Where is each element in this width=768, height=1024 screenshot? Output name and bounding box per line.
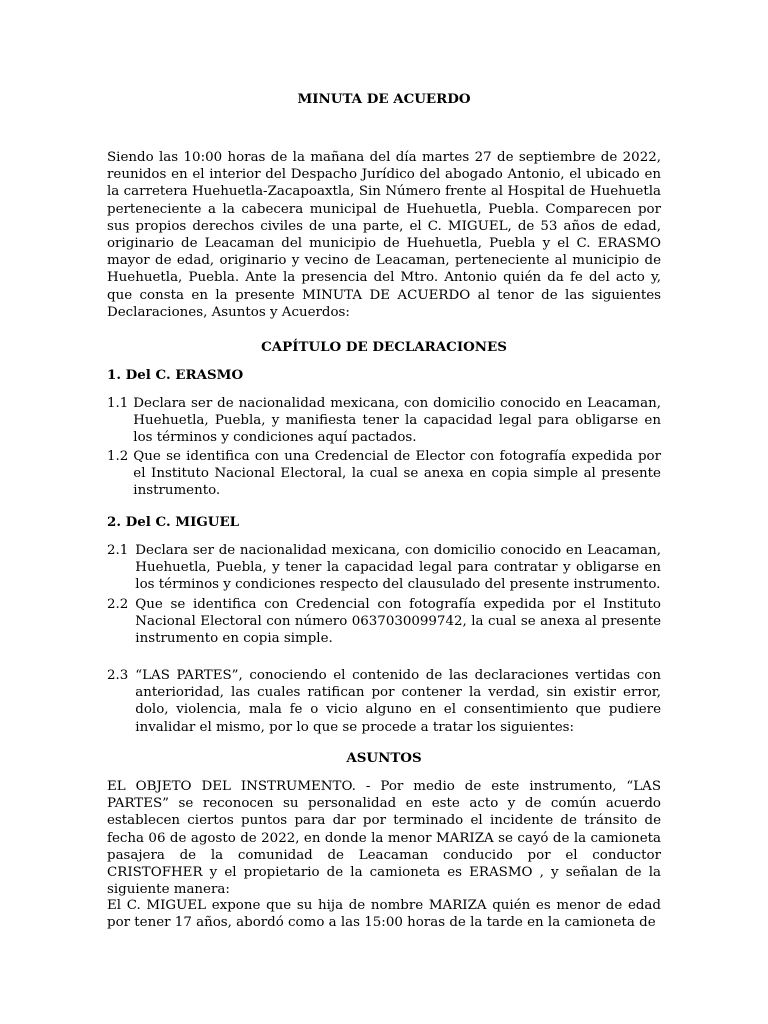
declaration-item	[107, 448, 661, 500]
declaration-item	[107, 596, 661, 648]
declaration-item	[107, 542, 661, 594]
item-number: 1.1	[107, 396, 129, 411]
item-text: Declara ser de nacionalidad mexicana, con domicilio conocido en Leacaman, Huehuetla, Puebla, y manifiesta tener la capacidad legal para obligarse en los términos y condiciones aquí pactados.	[133, 396, 661, 446]
chapter-heading: CAPÍTULO DE DECLARACIONES	[261, 339, 507, 355]
declaration-item	[107, 395, 661, 447]
item-text: Declara ser de nacionalidad mexicana, con domicilio conocido en Leacaman, Huehuetla, Puebla, y tener la capacidad legal para contratar y obligarse en los términos y condiciones respecto del clausulado del presente instrumento.	[135, 543, 661, 593]
item-text: Que se identifica con Credencial con fotografía expedida por el Instituto Nacional Electoral con número 0637030099742, la cual se anexa al presente instrumento en copia simple.	[135, 597, 661, 647]
item-number: 2.3	[107, 668, 129, 683]
section-heading-erasmo: 1. Del C. ERASMO	[107, 367, 244, 383]
objeto-paragraph: EL OBJETO DEL INSTRUMENTO. - Por medio de este instrumento, “LAS PARTES” se reconocen su personalidad en este acto y de común acuerdo establecen ciertos puntos para dar por terminado el incidente de tránsito de fecha 06 de agosto de 2022, en donde la menor MARIZA se cayó de la camioneta pasajera de la comunidad de Leacaman conducido por el conductor CRISTOFHER y el propietario de la camioneta es ERASMO , y señalan de la siguiente manera:	[107, 779, 661, 898]
item-number: 2.1	[107, 543, 129, 558]
item-text: Que se identifica con una Credencial de Elector con fotografía expedida por el Instituto Nacional Electoral, la cual se anexa en copia simple al presente instrumento.	[133, 449, 661, 499]
intro-paragraph: Siendo las 10:00 horas de la mañana del día martes 27 de septiembre de 2022, reunidos en el interior del Despacho Jurídico del abogado Antonio, el ubicado en la carretera Huehuetla-Zacapoaxtla, Sin Número frente al Hospital de Huehuetla perteneciente a la cabecera municipal de Huehuetla, Puebla. Comparecen por sus propios derechos civiles de una parte, el C. MIGUEL, de 53 años de edad, originario de Leacaman del municipio de Huehuetla, Puebla y el C. ERASMO mayor de edad, originario y vecino de Leacaman, perteneciente al municipio de Huehuetla, Puebla. Ante la presencia del Mtro. Antonio quién da fe del acto y, que consta en la presente MINUTA DE ACUERDO al tenor de las siguientes Declaraciones, Asuntos y Acuerdos:	[107, 150, 661, 320]
document-title: MINUTA DE ACUERDO	[297, 91, 471, 107]
item-text: “LAS PARTES”, conociendo el contenido de las declaraciones vertidas con anterioridad, las cuales ratifican por contener la verdad, sin existir error, dolo, violencia, mala fe o vicio alguno en el consentimiento que pudiere invalidar el mismo, por lo que se procede a tratar los siguientes:	[135, 668, 661, 735]
item-number: 2.2	[107, 597, 129, 612]
asuntos-heading: ASUNTOS	[346, 750, 422, 766]
declaration-item	[107, 667, 661, 736]
item-number: 1.2	[107, 449, 129, 464]
section-heading-miguel: 2. Del C. MIGUEL	[107, 514, 240, 530]
miguel-paragraph: El C. MIGUEL expone que su hija de nombre MARIZA quién es menor de edad por tener 17 años, abordó como a las 15:00 horas de la tarde en la camioneta de	[107, 898, 661, 931]
